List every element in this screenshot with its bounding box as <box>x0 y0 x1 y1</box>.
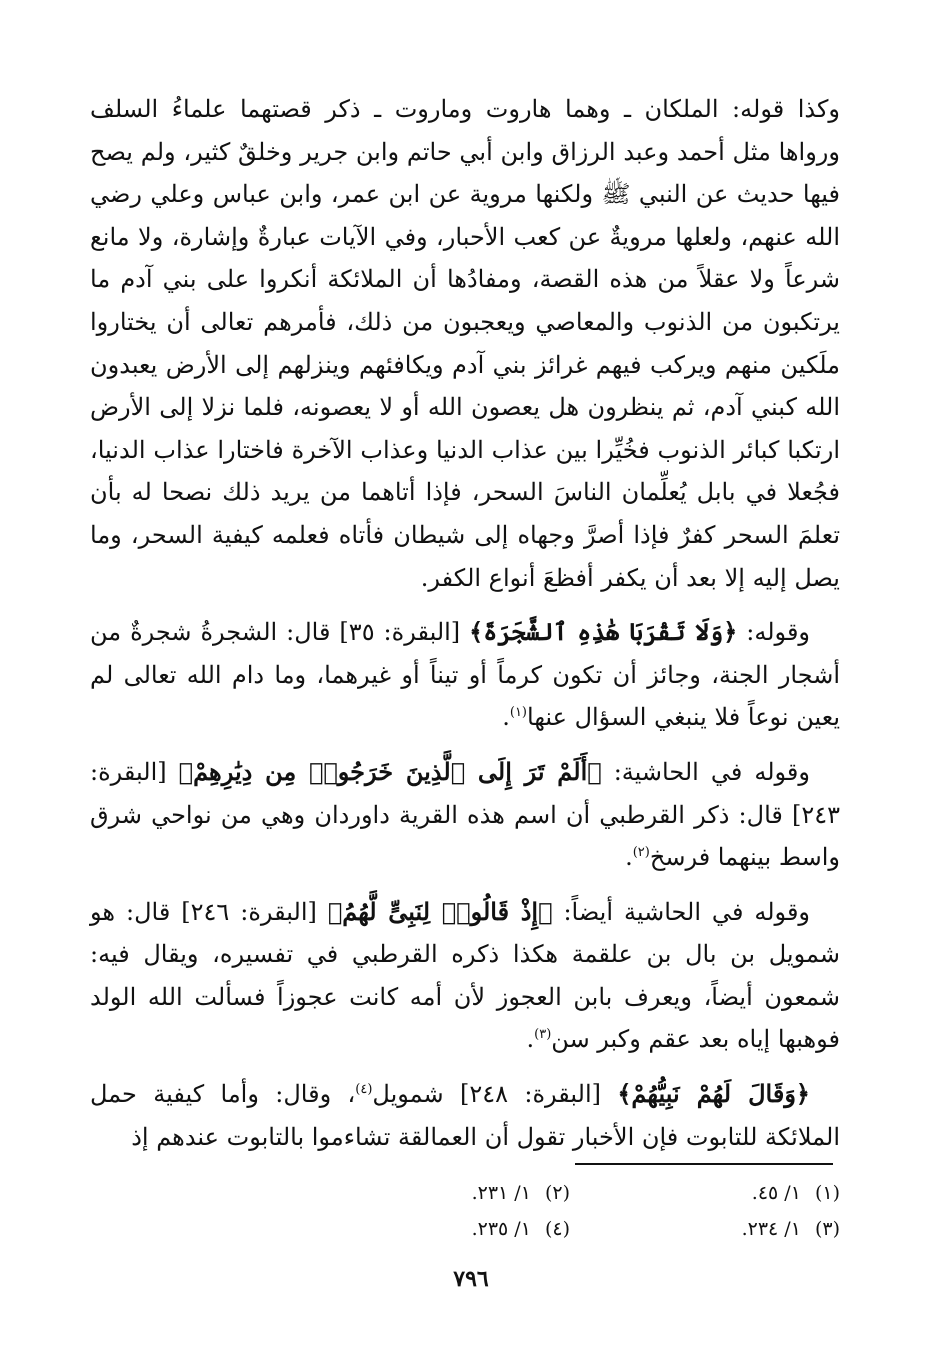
paragraph-harut-marut <box>90 88 840 599</box>
footnote-text: ١/ ٤٥. <box>751 1182 801 1204</box>
paragraph-lead: وقوله في الحاشية أيضاً: <box>552 897 811 926</box>
paragraph-text: [البقرة: ٣٥] قال: الشجرةُ شجرةٌ من أشجار الجنة، وجائز أن تكون كرماً أو تيناً أو غيرهما، وما دام الله تعالى لم يعين نوعاً فلا ينبغي السؤال عنها <box>90 618 840 732</box>
paragraph-tabut <box>90 1073 840 1158</box>
quran-verse: ﴿وَقَالَ لَهُمْ نَبِيُّهُمْ﴾ <box>617 1079 810 1109</box>
footnote-number: (١) <box>814 1182 840 1204</box>
paragraph-tail: . <box>526 1025 535 1054</box>
footnote-marker[interactable]: (٤) <box>355 1082 373 1098</box>
footnote-text: ١/ ٢٣٤. <box>741 1218 801 1240</box>
paragraph-tail: . <box>625 843 633 872</box>
paragraph-text: وكذا قوله: الملكان ـ وهما هاروت وماروت ـ ذكر قصتهما علماءُ السلف ورواها مثل أحمد وعبد الرزاق وابن أبي حاتم وابن جرير وخلقٌ كثير، ولم يصح فيها حديث عن النبي ﷺ ولكنها مروية عن ابن عمر، وابن عباس وعلي رضي الله عنهم، ولعلها مرويةٌ عن كعب الأحبار، وفي الآيات عبارةٌ وإشارة، ولا مانع شرعاً ولا عقلاً من هذه القصة، ومفادُها أن الملائكة أنكروا على بني آدم ما يرتكبون من الذنوب والمعاصي ويعجبون من ذلك، فأمرهم تعالى أن يختاروا ملَكين منهم ويركب فيهم غرائز بني آدم ويكافئهم وينزلهم إلى الأرض يعبدون الله كبني آدم، ثم ينظرون هل يعصون الله أو لا يعصونه، فلما نزلا إلى الأرض ارتكبا كبائر الذنوب فخُيِّرا بين عذاب الدنيا وعذاب الآخرة فاختارا عذاب الدنيا، فجُعلا في بابل يُعلِّمان الناسَ السحر، فإذا أتاهما من يريد ذلك نصحا له بأن تعلمَ السحر كفرٌ فإذا أصرَّ وجهاه إلى شيطان فأتاه فعلمه كيفية السحر، وما يصل إليه إلا بعد أن يكفر أفظعَ أنواع الكفر. <box>90 95 840 592</box>
paragraph-shamwil <box>90 891 840 1061</box>
paragraph-text: [البقرة: ٢٤٨] شمويل <box>372 1080 618 1109</box>
page-body <box>90 88 840 1170</box>
footnote-item <box>570 1211 840 1247</box>
paragraph-dawardan <box>90 751 840 879</box>
quran-verse: ﴿إِذْ قَالُوا۟ لِنَبِىٍّ لَّهُمُ﴾ <box>327 896 553 926</box>
footnote-number: (٣) <box>814 1218 840 1240</box>
footnote-number: (٤) <box>544 1218 570 1240</box>
footnote-text: ١/ ٢٣٥. <box>471 1218 531 1240</box>
footnotes <box>300 1175 840 1247</box>
footnote-number: (٢) <box>544 1182 570 1204</box>
footnote-marker[interactable]: (٣) <box>534 1027 552 1043</box>
paragraph-text: [البقرة: ٢٤٦] قال: هو شمويل بن بال بن علقمة هكذا ذكره القرطبي في تفسيره، ويقال فيه: شمعون أيضاً، ويعرف بابن العجوز لأن أمه كانت عجوزاً فسألت الله الولد فوهبها إياه بعد عقم وكبر سن <box>90 897 840 1054</box>
footnote-item <box>570 1175 840 1211</box>
paragraph-tail: ، وقال: وأما كيفية حمل الملائكة للتابوت فإن الأخبار تقول أن العمالقة تشاءموا بالتابوت عندهم إذ <box>90 1080 840 1151</box>
footnote-item <box>300 1175 570 1211</box>
paragraph-lead: وقوله في الحاشية: <box>601 757 810 786</box>
paragraph-lead: وقوله: <box>737 618 811 647</box>
quran-verse: ﴿وَلَا تَقْرَبَا هَٰذِهِ ٱلشَّجَرَةَ﴾ <box>469 617 738 647</box>
footnote-item <box>300 1211 570 1247</box>
paragraph-text: [البقرة: ٢٤٣] قال: ذكر القرطبي أن اسم هذه القرية داوردان وهي من نواحي شرق واسط بينهما فرسخ <box>90 757 840 872</box>
paragraph-tree <box>90 611 840 739</box>
footnote-text: ١/ ٢٣١. <box>471 1182 531 1204</box>
paragraph-tail: . <box>502 703 510 732</box>
page-number: ٧٩٦ <box>453 1266 489 1292</box>
footnote-marker[interactable]: (٢) <box>632 845 650 861</box>
footnote-divider <box>575 1163 833 1165</box>
footnote-marker[interactable]: (١) <box>509 705 527 721</box>
quran-verse: ﴿أَلَمْ تَرَ إِلَى ٱلَّذِينَ خَرَجُوا۟ مِن دِيَٰرِهِمْ﴾ <box>178 756 602 786</box>
